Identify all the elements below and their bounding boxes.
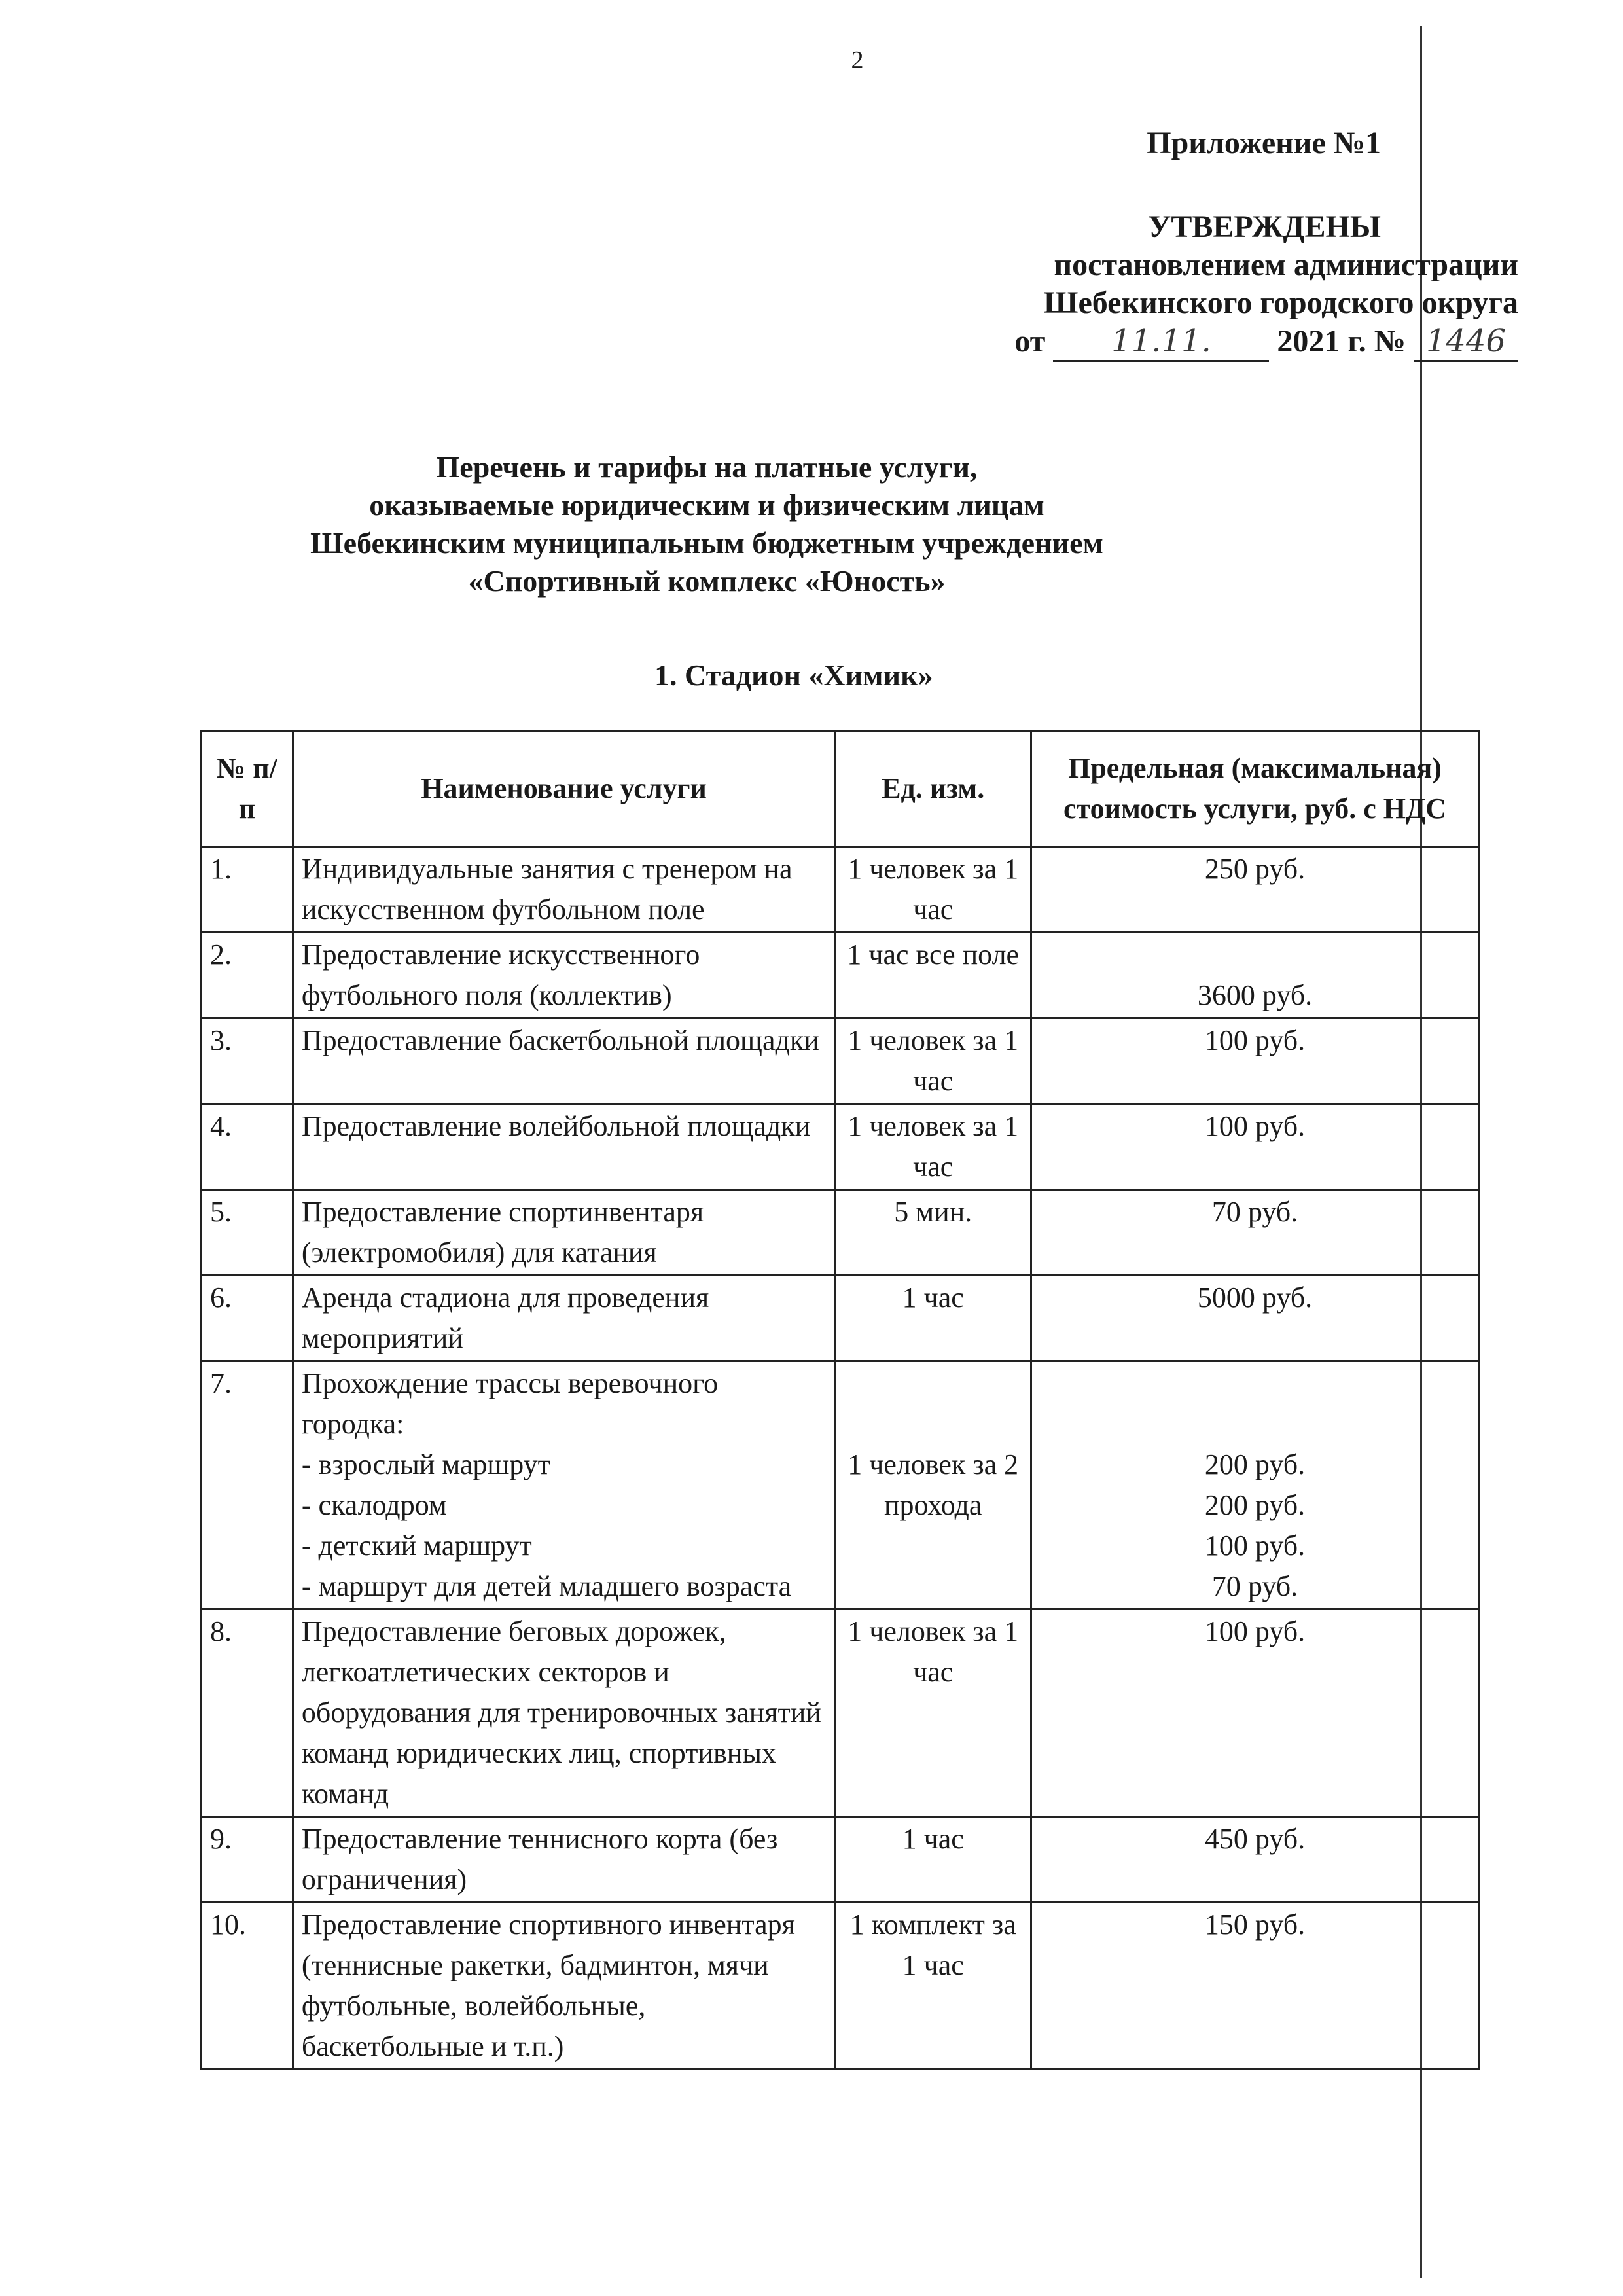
service-price (1031, 1817, 1479, 1903)
authority-line-1: постановлением администрации (1054, 247, 1518, 282)
price-value: 70 руб. (1211, 1196, 1298, 1228)
title-line-4: «Спортивный комплекс «Юность» (468, 564, 946, 598)
price-value: 100 руб. (1204, 1110, 1306, 1142)
table-row (202, 1104, 1479, 1190)
service-unit: 5 мин. (835, 1190, 1031, 1276)
table-row (202, 1903, 1479, 2070)
service-name: Предоставление спортинвентаря (электромобиля) для катания (293, 1190, 835, 1276)
service-name: Аренда стадиона для проведения мероприятий (293, 1276, 835, 1361)
row-number: 8. (202, 1609, 293, 1817)
table-row (202, 1361, 1479, 1609)
row-number: 5. (202, 1190, 293, 1276)
price-value: 100 руб. (1204, 1615, 1306, 1647)
table-header-row (202, 731, 1479, 847)
document-title (262, 448, 1152, 600)
date-prefix: от (1014, 324, 1046, 359)
price-value: 5000 руб. (1197, 1282, 1313, 1314)
date-year: 2021 г. № (1277, 324, 1406, 359)
service-unit: 1 человек за 1 час (835, 1018, 1031, 1104)
table-row (202, 933, 1479, 1018)
row-number: 6. (202, 1276, 293, 1361)
row-number: 9. (202, 1817, 293, 1903)
service-name: Предоставление баскетбольной площадки (293, 1018, 835, 1104)
service-unit: 1 комплект за 1 час (835, 1903, 1031, 2070)
service-name: Индивидуальные занятия с тренером на искусственном футбольном поле (293, 847, 835, 933)
row-number: 1. (202, 847, 293, 933)
appendix-label: Приложение №1 (1147, 126, 1381, 160)
service-unit: 1 человек за 1 час (835, 1609, 1031, 1817)
service-unit: 1 человек за 2 прохода (835, 1361, 1031, 1609)
header-num: № п/п (202, 731, 293, 847)
price-value: 250 руб. (1204, 853, 1306, 885)
title-line-2: оказываемые юридическим и физическим лицам (369, 488, 1044, 522)
price-value: 100 руб. (1204, 1024, 1306, 1056)
service-name: Предоставление искусственного футбольного поля (коллектив) (293, 933, 835, 1018)
header-name: Наименование услуги (293, 731, 835, 847)
service-unit: 1 час все поле (835, 933, 1031, 1018)
handwritten-number: 1446 (1414, 322, 1518, 362)
service-price (1031, 1104, 1479, 1190)
service-price (1031, 847, 1479, 933)
price-value: 100 руб. (1204, 1530, 1306, 1562)
page-number: 2 (851, 46, 864, 74)
table-row (202, 1817, 1479, 1903)
row-number: 7. (202, 1361, 293, 1609)
price-value: 200 руб. (1204, 1448, 1306, 1480)
service-name: Предоставление беговых дорожек, легкоатлетических секторов и оборудования для тренировочных занятий команд юридических лиц, спортивных команд (293, 1609, 835, 1817)
service-unit: 1 час (835, 1276, 1031, 1361)
table-row (202, 1018, 1479, 1104)
price-value: 70 руб. (1211, 1570, 1298, 1602)
service-unit: 1 человек за 1 час (835, 847, 1031, 933)
header-price: Предельная (максимальная) стоимость услуги, руб. с НДС (1031, 731, 1479, 847)
price-value: 3600 руб. (1197, 979, 1313, 1011)
table-row (202, 847, 1479, 933)
title-line-1: Перечень и тарифы на платные услуги, (436, 450, 978, 484)
approval-block (949, 124, 1558, 362)
service-price (1031, 1361, 1479, 1609)
service-name: Прохождение трассы веревочного городка: - взрослый маршрут - скалодром - детский маршрут - маршрут для детей младшего возраста (293, 1361, 835, 1609)
row-number: 2. (202, 933, 293, 1018)
service-name: Предоставление спортивного инвентаря (теннисные ракетки, бадминтон, мячи футбольные, волейбольные, баскетбольные и т.п.) (293, 1903, 835, 2070)
service-price (1031, 1903, 1479, 2070)
tariffs-table (200, 730, 1480, 2070)
service-unit: 1 человек за 1 час (835, 1104, 1031, 1190)
table-row (202, 1609, 1479, 1817)
row-number: 4. (202, 1104, 293, 1190)
header-unit: Ед. изм. (835, 731, 1031, 847)
price-value: 450 руб. (1204, 1823, 1306, 1855)
price-value: 200 руб. (1204, 1489, 1306, 1521)
table-row (202, 1190, 1479, 1276)
approved-label: УТВЕРЖДЕНЫ (1148, 209, 1381, 244)
service-name: Предоставление волейбольной площадки (293, 1104, 835, 1190)
service-price (1031, 1609, 1479, 1817)
price-value: 150 руб. (1204, 1909, 1306, 1941)
service-unit: 1 час (835, 1817, 1031, 1903)
service-price (1031, 1276, 1479, 1361)
service-price (1031, 1190, 1479, 1276)
handwritten-date: 11.11. (1053, 322, 1269, 362)
table-row (202, 1276, 1479, 1361)
title-line-3: Шебекинским муниципальным бюджетным учреждением (310, 526, 1103, 560)
row-number: 10. (202, 1903, 293, 2070)
service-price (1031, 933, 1479, 1018)
authority-line-2: Шебекинского городского округа (1043, 285, 1518, 320)
tariff-rows (202, 847, 1479, 2070)
service-price (1031, 1018, 1479, 1104)
row-number: 3. (202, 1018, 293, 1104)
section-title: 1. Стадион «Химик» (654, 658, 933, 692)
approval-date-line (949, 322, 1558, 362)
service-name: Предоставление теннисного корта (без ограничения) (293, 1817, 835, 1903)
